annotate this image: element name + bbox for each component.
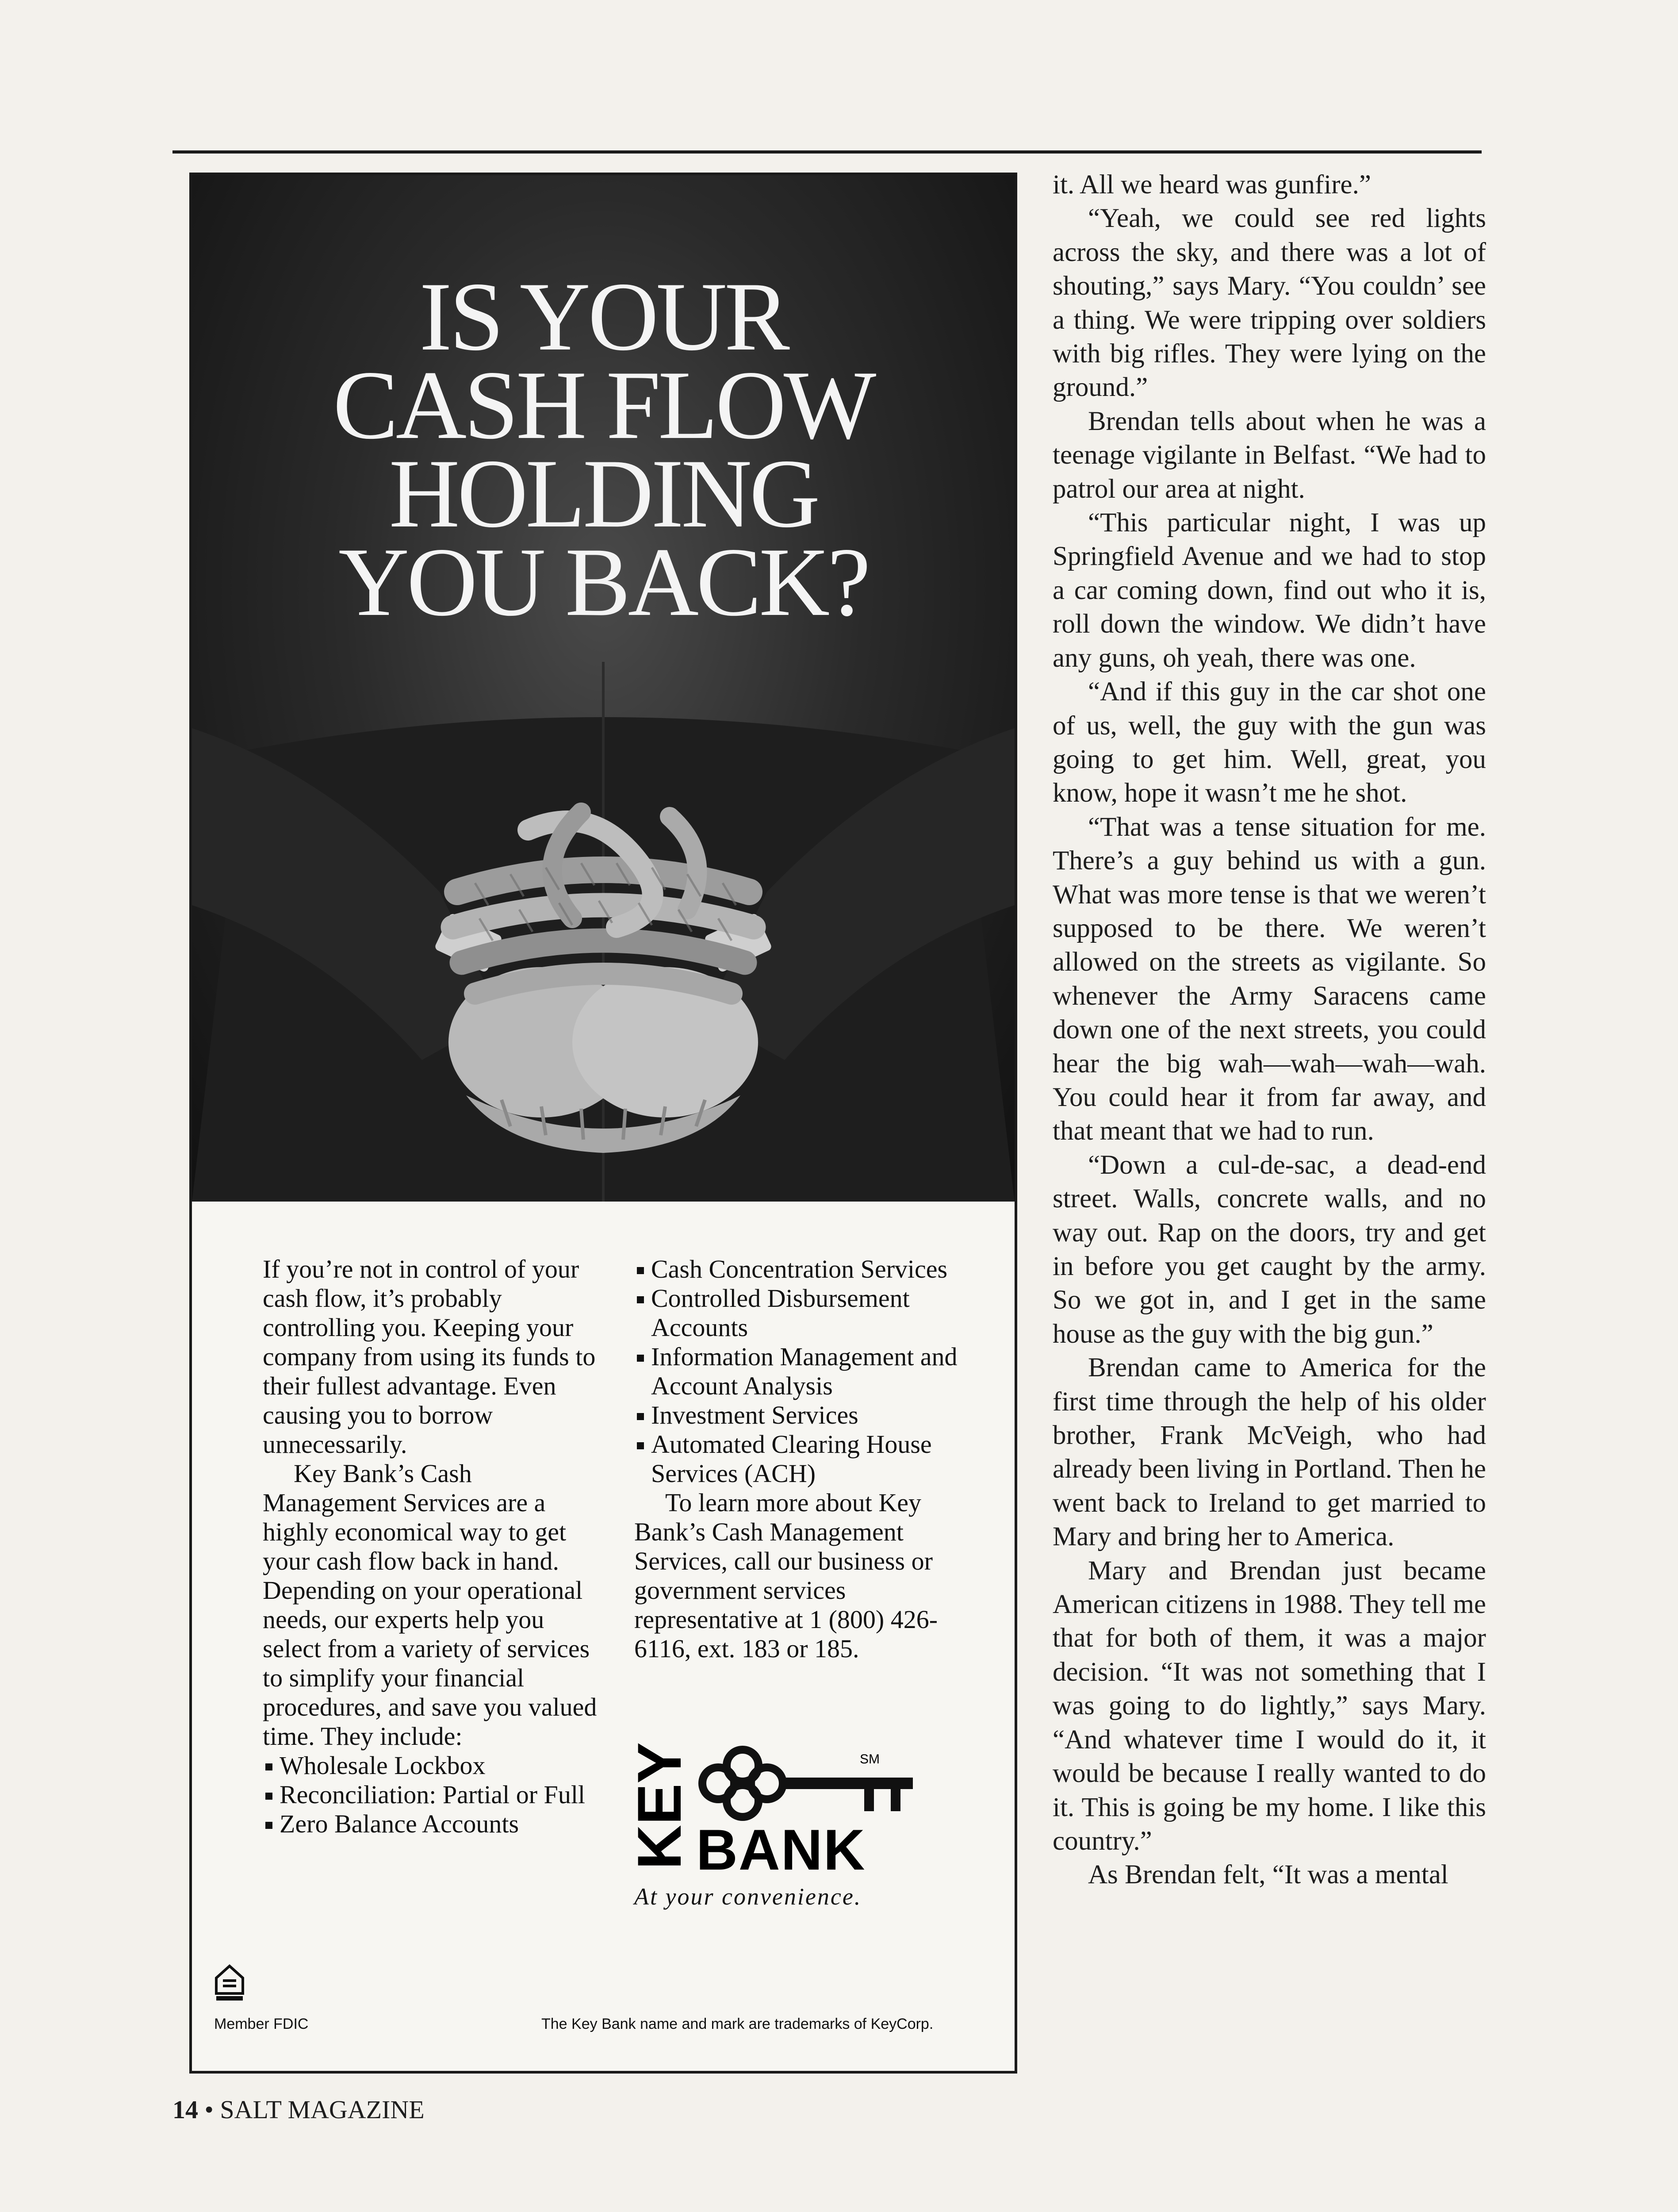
ad-body-right: [634, 1255, 988, 1663]
ad-call-to-action: To learn more about Key Bank’s Cash Management Services, call our business or government services representative at 1 (800) 426-6116, ext. 183 or 185.: [634, 1488, 938, 1663]
equal-housing-lender-icon: [214, 1962, 245, 2002]
footer-bullet: •: [204, 2095, 214, 2124]
member-fdic: Member FDIC: [214, 2016, 309, 2032]
services-list-right: [634, 1255, 988, 1488]
publication-name: SALT MAGAZINE: [220, 2095, 425, 2124]
logo-bank-text: BANK: [696, 1817, 866, 1882]
article-column: [1053, 168, 1486, 1892]
service-item: Zero Balance Accounts: [263, 1809, 608, 1839]
service-item: Automated Clearing House Services (ACH): [634, 1430, 988, 1488]
headline-line: CASH FLOW: [333, 351, 874, 460]
ad-photo-tied-hands: [192, 175, 1015, 1202]
service-item: Controlled Disbursement Accounts: [634, 1284, 988, 1342]
article-paragraph: As Brendan felt, “It was a mental: [1088, 1860, 1448, 1890]
top-rule: [172, 150, 1482, 154]
headline-line: HOLDING: [389, 439, 818, 548]
headline-line: IS YOUR: [419, 262, 787, 371]
services-list-left: [263, 1751, 608, 1839]
service-item: Wholesale Lockbox: [263, 1751, 608, 1780]
article-paragraph: it. All we heard was gunfire.”: [1053, 170, 1371, 200]
ad-body-left: [263, 1255, 608, 1839]
article-paragraph: “Down a cul-de-sac, a dead-end street. Walls, concrete walls, and no way out. Rap on the doors, try and get in before you get caught by the army. So we got in, and I get in the same house as the guy with the big gun.”: [1053, 1150, 1486, 1349]
page-number: 14: [172, 2095, 198, 2124]
article-paragraph: “That was a tense situation for me. There’s a guy behind us with a gun. What was more tense is that we weren’t supposed to be there. We weren’t allowed on the streets as vigilante. So whenever the Army Saracens came down one of the next streets, you could hear the big wah—wah—wah—wah. You could hear it from far away, and that meant that we had to run.: [1053, 812, 1486, 1146]
logo-key-text: KEY: [624, 1742, 694, 1870]
ad-body-paragraph: If you’re not in control of your cash flow, it’s probably controlling you. Keeping your company from using its funds to their fullest advantage. Even causing you to borrow unnecessarily.: [263, 1255, 596, 1459]
article-paragraph: “And if this guy in the car shot one of us, well, the guy with the gun was going to get him. Well, great, you know, hope it wasn’t me he shot.: [1053, 677, 1486, 808]
article-paragraph: Brendan tells about when he was a teenage vigilante in Belfast. “We had to patrol our area at night.: [1053, 406, 1486, 504]
article-paragraph: Brendan came to America for the first time through the help of his older brother, Frank McVeigh, who had already been living in Portland. Then he went back to Ireland to get married to Mary and bring her to America.: [1053, 1353, 1486, 1552]
service-item: Cash Concentration Services: [634, 1255, 988, 1284]
key-logo-icon: [624, 1741, 917, 1883]
service-item: Reconciliation: Partial or Full: [263, 1780, 608, 1809]
ad-body-paragraph: Key Bank’s Cash Management Services are a highly economical way to get your cash flow back in hand. Depending on your operational needs, our experts help you select from a variety of services to simplify your financial procedures, and save you valued time. They include:: [263, 1459, 597, 1751]
article-paragraph: “Yeah, we could see red lights across the sky, and there was a lot of shouting,” says Mary. “You couldn’ see a thing. We were tripping over soldiers with big rifles. They were lying on the ground.”: [1053, 204, 1486, 403]
page-footer: [172, 2095, 425, 2124]
ad-tagline: At your convenience.: [634, 1883, 862, 1910]
logo-sm-mark: SM: [860, 1752, 880, 1767]
key-bank-advertisement: [189, 173, 1017, 2074]
service-item: Investment Services: [634, 1401, 988, 1430]
article-paragraph: “This particular night, I was up Springfield Avenue and we had to stop a car coming down, find out who it is, roll down the window. We didn’t have any guns, oh yeah, there was one.: [1053, 508, 1486, 673]
service-item: Information Management and Account Analysis: [634, 1342, 988, 1401]
ad-headline: [192, 262, 1015, 637]
headline-line: YOU BACK?: [338, 528, 868, 637]
article-paragraph: Mary and Brendan just became American citizens in 1988. They tell me that for both of them, it was a major decision. “It was not something that I was going to do lightly,” says Mary. “And whatever time I would do it, it would be because I really wanted to do it. This is going be my home. I like this country.”: [1053, 1555, 1486, 1856]
trademark-notice: The Key Bank name and mark are trademarks of KeyCorp.: [541, 2016, 934, 2032]
